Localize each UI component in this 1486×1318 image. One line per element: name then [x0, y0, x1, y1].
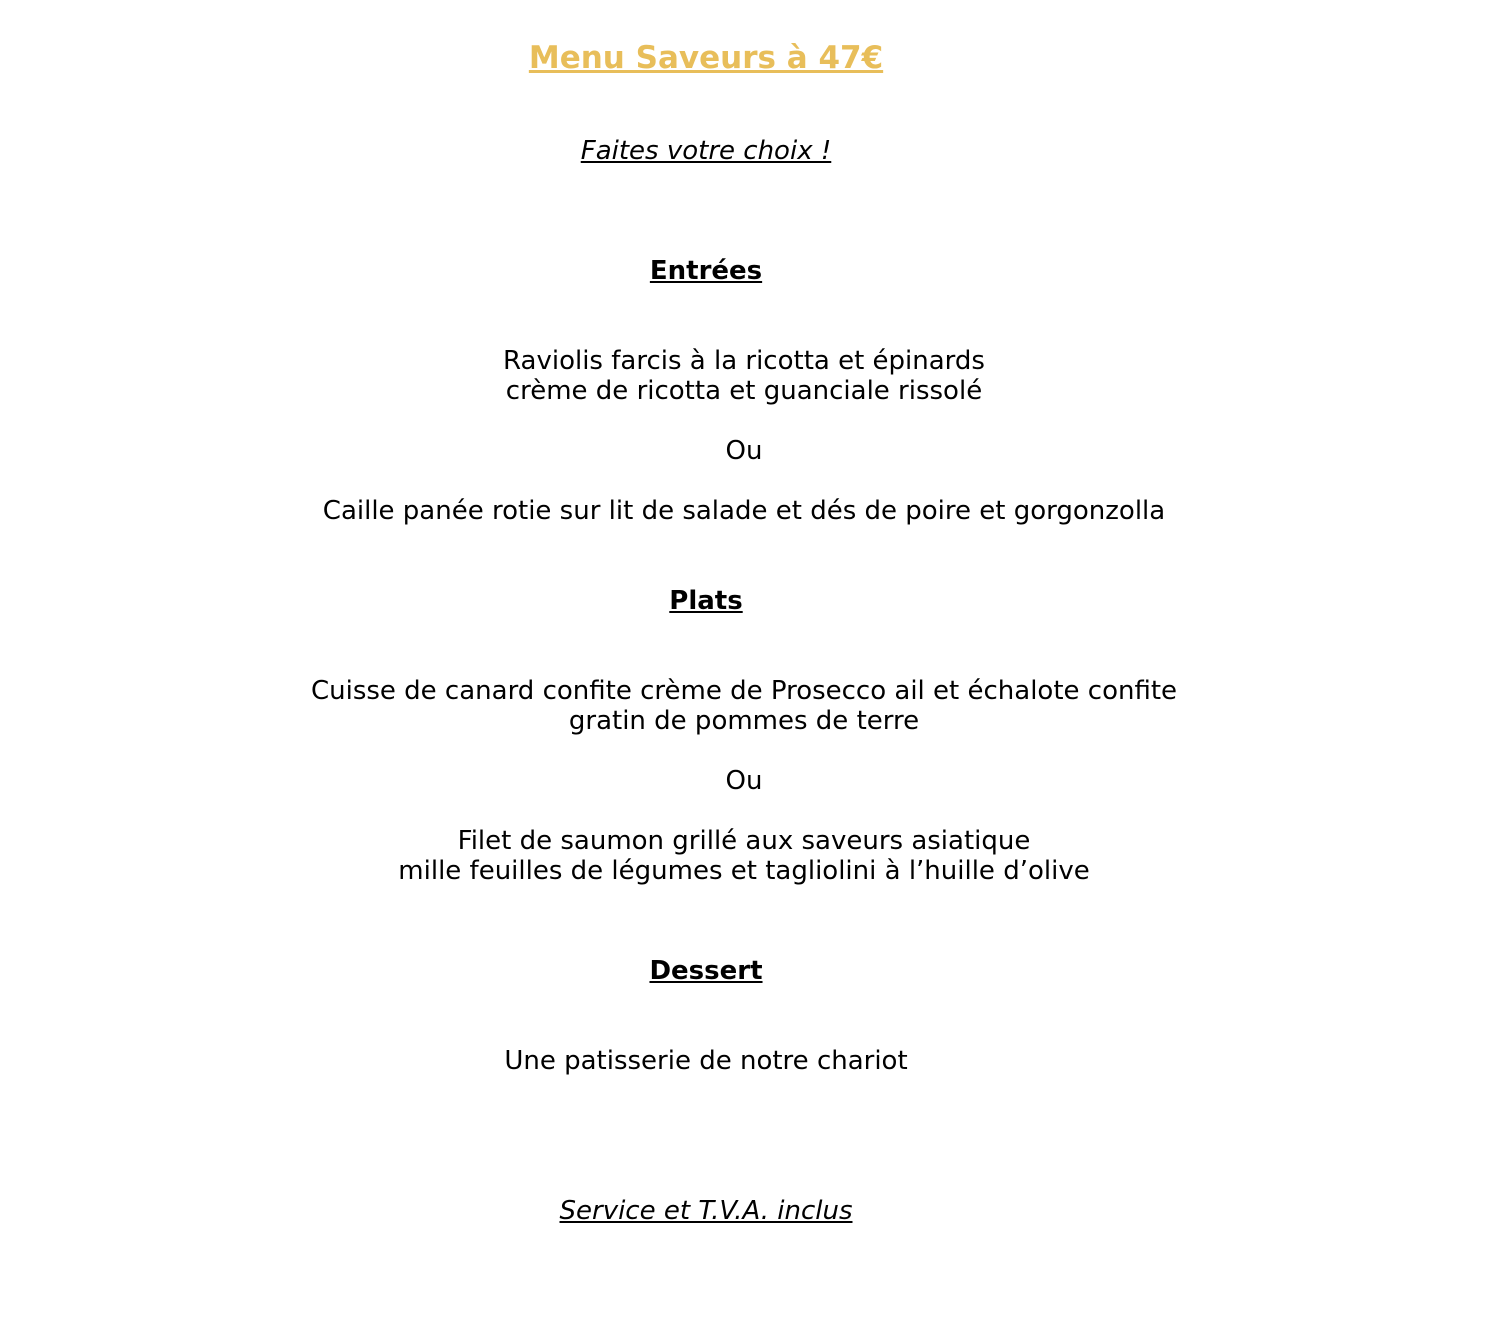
plat-1-line-1: Cuisse de canard confite crème de Prosecco ail et échalote confite [310, 676, 1178, 706]
plat-1-line-2: gratin de pommes de terre [568, 706, 920, 736]
plats-heading: Plats [669, 586, 743, 616]
plat-2-line-2: mille feuilles de légumes et tagliolini à l’huille d’olive [398, 856, 1090, 886]
entree-1-line-2: crème de ricotta et guanciale rissolé [505, 376, 983, 406]
menu-subtitle: Faites votre choix ! [580, 136, 832, 166]
entree-1-line-1: Raviolis farcis à la ricotta et épinards [503, 346, 985, 376]
entrees-heading: Entrées [649, 256, 763, 286]
plat-2-line-1: Filet de saumon grillé aux saveurs asiatique [457, 826, 1031, 856]
plats-or-separator: Ou [725, 766, 763, 796]
menu-footer: Service et T.V.A. inclus [559, 1196, 853, 1226]
dessert-1-line-1: Une patisserie de notre chariot [504, 1046, 908, 1076]
entrees-or-separator: Ou [725, 436, 763, 466]
menu-title: Menu Saveurs à 47€ [528, 40, 884, 76]
dessert-heading: Dessert [649, 956, 763, 986]
entree-2-line-1: Caille panée rotie sur lit de salade et dés de poire et gorgonzolla [322, 496, 1166, 526]
